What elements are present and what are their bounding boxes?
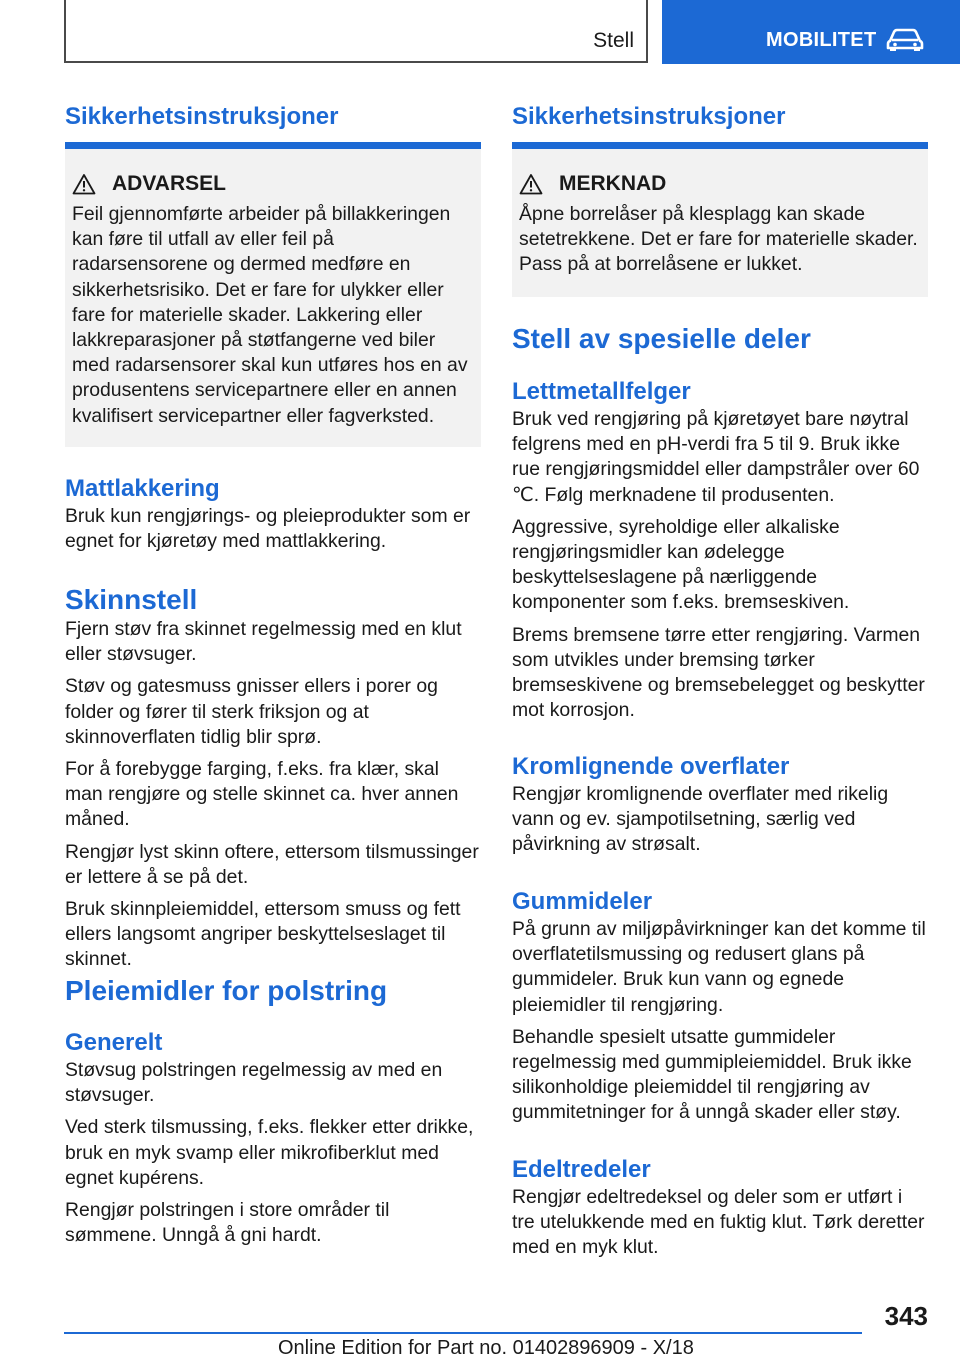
note-heading: MERKNAD: [559, 172, 667, 195]
note-text: Åpne borrelåser på klesplagg kan skade setetrekkene. Det er fare for materielle skader. Pass på at borrelåsene er lukket.: [519, 203, 918, 276]
generelt-paragraph: Ved sterk tilsmussing, f.eks. flekker etter drikke, bruk en myk svamp eller mikrofiberklut med egnet kupérens.: [65, 1116, 474, 1189]
skinnstell-paragraph: Rengjør lyst skinn oftere, ettersom tilsmussinger er lettere å se på det.: [65, 840, 479, 888]
gummi-paragraph: Behandle spesielt utsatte gummideler regelmessig med gummipleiemiddel. Bruk ikke silikonholdige pleiemiddel til rengjøring av gummitetninger for å unngå skader eller støy.: [512, 1025, 912, 1124]
skinnstell-paragraph: Bruk skinnpleiemiddel, ettersom smuss og fett ellers langsomt angriper beskyttelseslaget til skinnet.: [65, 898, 461, 971]
car-icon: [886, 28, 924, 52]
skinnstell-section: [65, 583, 481, 980]
edeltre-section: [512, 1155, 928, 1268]
mattlakkering-heading: Mattlakkering: [65, 475, 220, 502]
note-header: [519, 169, 920, 199]
warning-header: [72, 169, 473, 199]
generelt-paragraph: Rengjør polstringen i store områder til sømmene. Unngå å gni hardt.: [65, 1199, 390, 1247]
warning-box: [65, 149, 481, 447]
lettmetall-paragraph: Brems bremsene tørre etter rengjøring. Varmen som utvikles under bremsing tørker bremseskivene og bremsebelegget og beskytter mot korrosjon.: [512, 623, 925, 722]
gummi-heading: Gummideler: [512, 888, 653, 915]
krom-section: [512, 752, 928, 865]
warning-heading: ADVARSEL: [112, 172, 226, 195]
warning-text: Feil gjennomførte arbeider på billakkeringen kan føre til utfall av eller feil på radarsensorene og dermed medføre en sikkerhetsrisiko. Det er fare for ulykker eller fare for materielle skader. Lakkering eller lakkreparasjoner på støtfangerne ved biler med radarsensorer skal kun utføres hos en av produsentens servicepartnere eller en annen kvalifisert servicepartner eller fagverksted.: [72, 203, 468, 427]
mattlakkering-paragraph: Bruk kun rengjørings- og pleieprodukter som er egnet for kjøretøy med mattlakkering.: [65, 505, 471, 553]
pleiemidler-section: [65, 974, 481, 1255]
krom-heading: Kromlignende overflater: [512, 753, 790, 780]
spesielle-section: [512, 322, 928, 356]
right-title-rule: [512, 142, 928, 149]
generelt-heading: Generelt: [65, 1029, 163, 1056]
warning-triangle-icon: [72, 173, 96, 195]
page-number: 343: [884, 1301, 928, 1331]
lettmetall-paragraph: Bruk ved rengjøring på kjøretøyet bare nøytral felgrens med en pH-verdi fra 5 til 9. Bruk ikke rue rengjøringsmiddel eller dampstråler over 60 ℃. Følg merknadene til produsenten.: [512, 408, 920, 506]
mattlakkering-section: [65, 474, 481, 561]
header-section-box: [64, 0, 648, 63]
pleiemidler-heading: Pleiemidler for polstring: [65, 975, 388, 1006]
skinnstell-paragraph: Støv og gatesmuss gnisser ellers i porer og folder og fører til sterk friksjon og at skinnoverflaten tidlig blir sprø.: [65, 675, 438, 748]
right-section-title: Sikkerhetsinstruksjoner: [512, 103, 786, 130]
skinnstell-paragraph: Fjern støv fra skinnet regelmessig med en klut eller støvsuger.: [65, 618, 462, 666]
warning-triangle-icon: [519, 173, 543, 195]
gummi-paragraph: På grunn av miljøpåvirkninger kan det komme til overflatetilsmussing og redusert glans på gummideler. Bruk kun vann og egnede pleiemidler til rengjøring.: [512, 918, 926, 1016]
chapter-tab-label: MOBILITET: [766, 29, 877, 51]
left-section-title: Sikkerhetsinstruksjoner: [65, 103, 339, 130]
edeltre-heading: Edeltredeler: [512, 1156, 651, 1183]
gummi-section: [512, 887, 928, 1133]
edeltre-paragraph: Rengjør edeltredeksel og deler som er utført i tre utelukkende med en fuktig klut. Tørk deretter med en myk klut.: [512, 1186, 925, 1259]
lettmetall-heading: Lettmetallfelger: [512, 378, 691, 405]
generelt-paragraph: Støvsug polstringen regelmessig av med en støvsuger.: [65, 1059, 443, 1107]
krom-paragraph: Rengjør kromlignende overflater med rikelig vann og ev. sjampotilsetning, særlig ved påvirkning av strøsalt.: [512, 783, 889, 856]
skinnstell-paragraph: For å forebygge farging, f.eks. fra klær, skal man rengjøre og stelle skinnet ca. hver annen måned.: [65, 758, 459, 831]
note-box: [512, 149, 928, 297]
lettmetall-paragraph: Aggressive, syreholdige eller alkaliske rengjøringsmidler kan ødelegge beskyttelseslagene på nærliggende komponenter som f.eks. bremseskiven.: [512, 515, 850, 614]
header-section-label: Stell: [593, 29, 634, 52]
lettmetall-section: [512, 377, 928, 730]
skinnstell-heading: Skinnstell: [65, 584, 198, 615]
spesielle-heading: Stell av spesielle deler: [512, 323, 811, 354]
footer-rule: [64, 1332, 862, 1334]
left-title-rule: [65, 142, 481, 149]
footer-edition: Online Edition for Part no. 01402896909 - X/18: [278, 1337, 694, 1359]
